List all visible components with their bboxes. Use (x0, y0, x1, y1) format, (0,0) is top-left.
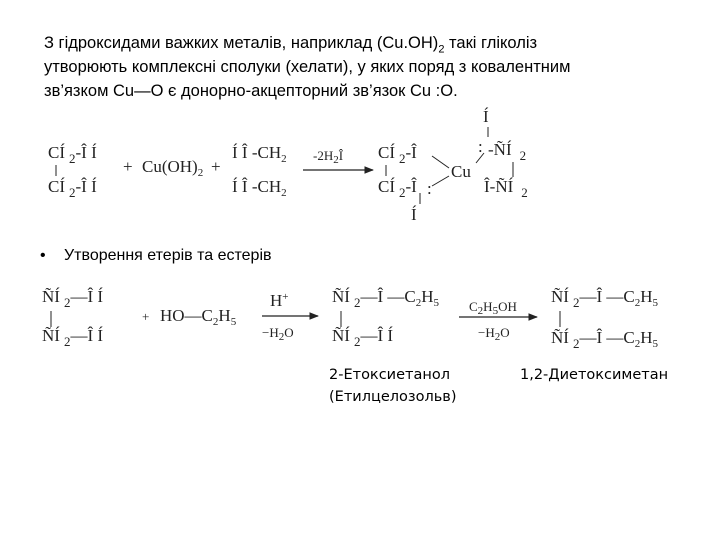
ethanol-reagent: $HO—C_2H_5$ (160, 306, 237, 328)
product1-alt-name: (Етилцелозольв) (329, 389, 457, 405)
copper-hydroxide: $Cu(OH)_2$ (142, 157, 204, 179)
chelate-right-bottom: Î-ÑÍ $_2$ (484, 177, 528, 200)
product2-top: ÑÍ $_2$—Î $—C_2H_5$ (551, 287, 658, 310)
chelate-h-bottom: Í (411, 205, 417, 224)
product2-name: 1,2-Диетоксиметан (520, 367, 669, 383)
intro-line-3: зв’язком Cu—O є донорно-акцепторний зв’язок Cu :O. (44, 82, 458, 100)
copper-center: Cu (451, 162, 471, 181)
scheme-chelate (48, 107, 528, 224)
cu-o-bond-bottom (432, 176, 449, 186)
glycol2-top: ÑÍ $_2$—Î Í (42, 287, 104, 310)
glycol2-bottom: ÑÍ $_2$—Î Í (42, 326, 104, 349)
bullet-text: Утворення етерів та естерів (64, 247, 272, 264)
product2-caption (520, 364, 668, 386)
plus-sign-1: + (123, 157, 133, 176)
second-glycol-bottom: Í Î $-CH_2$ (232, 177, 287, 199)
glycol-top-group: CÍ $_2$-Î Í (48, 143, 97, 166)
scheme-ethers (42, 287, 658, 351)
arrow2-top-label: $C_2H_5OH$ (469, 299, 517, 317)
second-glycol-top: Í Î $-CH_2$ (232, 143, 287, 165)
arrow-label-water: $-2H_2Î$ (313, 148, 344, 166)
product2-bottom: ÑÍ $_2$—Î $—C_2H_5$ (551, 328, 658, 351)
intro-line-1: З гідроксидами важких металів, наприклад $(Cu.OH)_2$ такі гліколіз (44, 34, 538, 56)
product1-top: ÑÍ $_2$—Î $—C_2H_5$ (332, 287, 439, 310)
bullet-marker: • (40, 247, 46, 264)
chelate-left-top: CÍ $_2$-Î (378, 143, 417, 166)
intro-line-2: утворюють комплексні сполуки (хелати), у яких поряд з ковалентним (44, 58, 571, 76)
arrow1-top-label: H+ (270, 291, 289, 310)
arrow1-bottom-label: $-H_2O$ (262, 325, 294, 343)
arrow2-bottom-label: $-H_2O$ (478, 325, 510, 343)
product1-caption (329, 364, 456, 408)
product1-name: 2-Етоксиетанол (329, 367, 450, 383)
product1-bottom: ÑÍ $_2$—Î Í (332, 326, 394, 349)
chelate-left-bottom: CÍ $_2$-Î (378, 177, 417, 200)
cu-o-bond-top (432, 156, 449, 168)
donor-dots-top: : (478, 137, 483, 156)
glycol-bottom-group: CÍ $_2$-Î Í (48, 177, 97, 200)
chelate-h-top: Í (483, 107, 489, 126)
plus-sign-2: + (211, 157, 221, 176)
chelate-right-top: -ÑÍ $_2$ (488, 140, 527, 163)
donor-dots-bottom: : (427, 179, 432, 198)
bullet-heading (40, 246, 272, 266)
plus-sign-3: + (142, 309, 150, 324)
